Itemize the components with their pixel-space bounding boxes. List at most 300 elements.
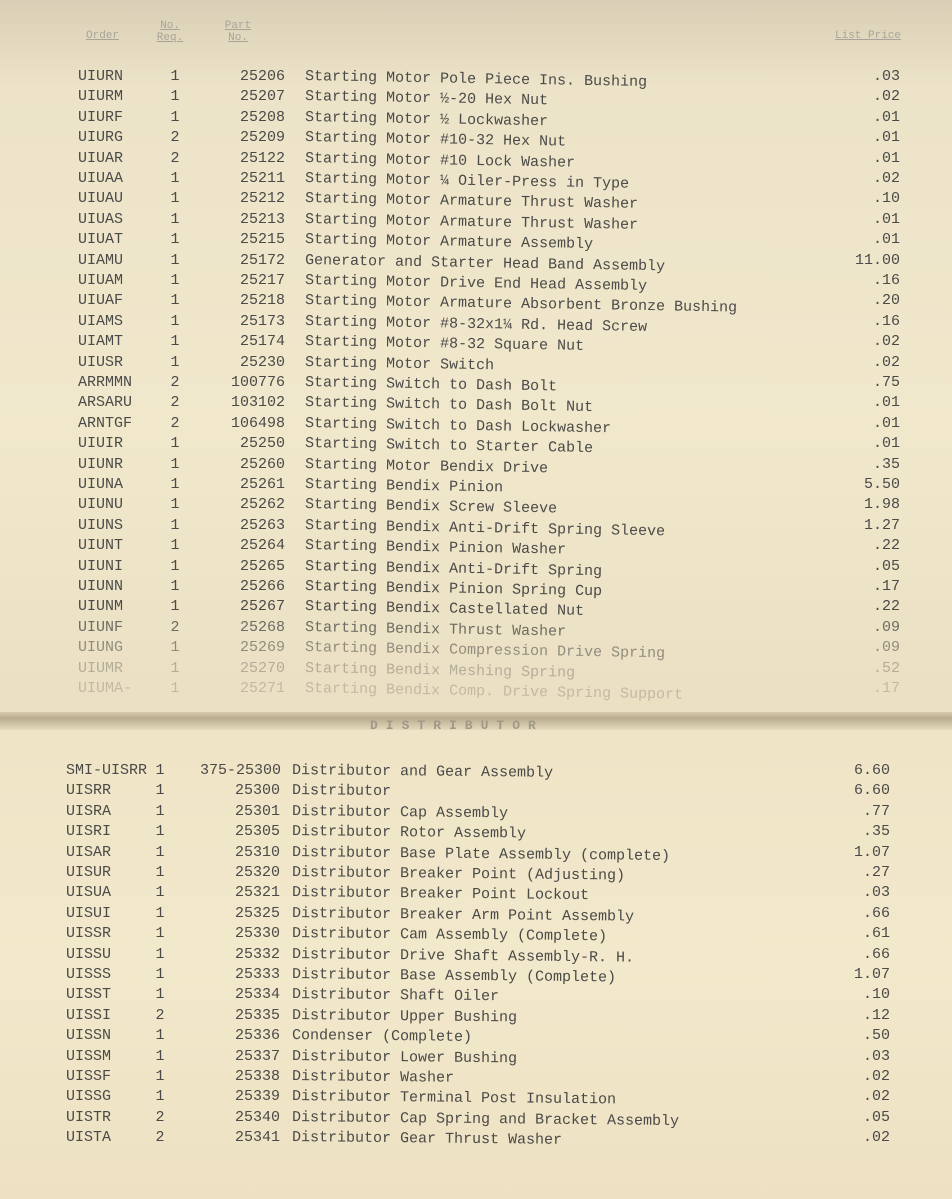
order-number: UIUNR <box>78 455 124 473</box>
list-price: .01 <box>872 129 900 147</box>
parts-row <box>0 619 952 639</box>
list-price: 1.27 <box>863 516 900 534</box>
parts-row <box>0 660 952 680</box>
description: Distributor Gear Thrust Washer <box>291 1129 563 1150</box>
parts-row <box>0 884 952 904</box>
quantity: 2 <box>170 374 180 391</box>
quantity: 1 <box>155 1047 165 1065</box>
parts-row <box>0 1088 952 1108</box>
part-number: 25330 <box>234 925 280 943</box>
parts-row <box>0 823 952 843</box>
part-number: 25218 <box>239 292 285 310</box>
order-number: UIUNS <box>78 516 124 534</box>
order-number: UISSS <box>66 966 112 983</box>
list-price: .02 <box>872 170 900 187</box>
part-number: 25266 <box>239 578 285 595</box>
quantity: 2 <box>155 1108 165 1126</box>
list-price: .66 <box>862 945 890 963</box>
part-number: 25310 <box>234 843 280 861</box>
order-number: UIAMS <box>78 312 124 330</box>
quantity: 1 <box>170 88 180 106</box>
order-number: UISSF <box>66 1068 112 1085</box>
part-number: 25173 <box>239 312 285 330</box>
part-number: 25265 <box>239 557 285 575</box>
description: Distributor <box>291 782 392 801</box>
part-number: 103102 <box>230 394 285 412</box>
quantity: 2 <box>170 149 180 167</box>
quantity: 1 <box>170 435 180 453</box>
part-number: 25260 <box>239 455 285 473</box>
quantity: 1 <box>155 802 165 820</box>
header-part: Part No. <box>224 20 252 44</box>
part-number: 25334 <box>234 986 280 1004</box>
part-number: 25207 <box>239 88 285 106</box>
quantity: 1 <box>155 843 165 861</box>
order-number: UIURF <box>78 108 124 126</box>
description: Starting Motor Armature Absorbent Bronze Bushing <box>304 292 738 317</box>
parts-row <box>0 537 952 557</box>
parts-row <box>0 333 952 356</box>
quantity: 1 <box>155 762 165 779</box>
description: Starting Bendix Anti-Drift Spring Sleeve <box>304 516 666 541</box>
order-number: UISSM <box>66 1047 112 1065</box>
quantity: 1 <box>170 496 180 514</box>
part-number: 25337 <box>234 1047 280 1065</box>
description: Starting Bendix Screw Sleeve <box>304 496 558 518</box>
description: Condenser (Complete) <box>291 1027 473 1047</box>
parts-row <box>0 946 952 966</box>
parts-row <box>0 966 952 986</box>
list-price: .01 <box>872 210 900 228</box>
list-price: .17 <box>872 680 900 697</box>
order-number: UIURM <box>78 88 124 106</box>
list-price: .20 <box>872 292 900 310</box>
order-number: UIUMR <box>78 659 124 677</box>
parts-row <box>0 1048 952 1068</box>
part-number: 25271 <box>239 680 285 697</box>
part-number: 25270 <box>239 659 285 677</box>
parts-row <box>0 986 952 1006</box>
list-price: .27 <box>862 864 890 881</box>
list-price: .02 <box>862 1068 890 1085</box>
description: Starting Switch to Starter Cable <box>304 435 594 458</box>
parts-row <box>0 516 952 541</box>
description: Distributor Lower Bushing <box>291 1047 518 1067</box>
quantity: 1 <box>155 782 165 800</box>
description: Distributor and Gear Assembly <box>291 762 554 782</box>
parts-row <box>0 435 952 458</box>
order-number: UISSN <box>66 1027 112 1045</box>
description: Starting Bendix Pinion Spring Cup <box>304 578 603 601</box>
quantity: 1 <box>155 1027 165 1045</box>
quantity: 1 <box>170 170 180 187</box>
quantity: 2 <box>155 1006 165 1024</box>
list-price: .01 <box>872 231 900 249</box>
list-price: .16 <box>872 272 900 289</box>
list-price: .01 <box>872 435 900 453</box>
parts-row <box>0 456 952 476</box>
quantity: 1 <box>170 292 180 310</box>
parts-row <box>0 129 952 149</box>
parts-row <box>0 292 952 317</box>
quantity: 1 <box>170 516 180 534</box>
part-number: 25269 <box>239 639 285 657</box>
description: Distributor Upper Bushing <box>291 1006 518 1027</box>
part-number: 25122 <box>239 149 285 167</box>
description: Starting Motor #10 Lock Washer <box>304 149 576 172</box>
parts-row <box>0 414 952 438</box>
list-price: .35 <box>872 455 900 473</box>
description: Starting Bendix Anti-Drift Spring <box>304 557 603 580</box>
parts-row <box>0 1068 952 1088</box>
order-number: UIUNU <box>78 496 124 514</box>
order-number: UIUNG <box>78 639 124 657</box>
parts-row <box>0 844 952 864</box>
part-number: 25209 <box>239 129 285 147</box>
quantity: 1 <box>170 598 180 616</box>
list-price: .02 <box>862 1129 890 1147</box>
description: Starting Switch to Dash Bolt <box>304 374 558 396</box>
description: Starting Motor Pole Piece Ins. Bushing <box>304 68 648 91</box>
order-number: UIUAS <box>78 210 124 228</box>
quantity: 2 <box>155 1129 165 1147</box>
order-number: UISUA <box>66 884 112 902</box>
order-number: UIUNM <box>78 598 124 616</box>
parts-row <box>0 598 952 621</box>
parts-row <box>0 558 952 578</box>
list-price: .75 <box>872 374 900 391</box>
quantity: 1 <box>170 210 180 228</box>
quantity: 1 <box>155 966 165 983</box>
part-number: 25217 <box>239 272 285 289</box>
description: Starting Bendix Compression Drive Spring <box>304 639 666 663</box>
description: Distributor Breaker Point Lockout <box>291 884 590 905</box>
quantity: 2 <box>170 129 180 147</box>
description: Starting Bendix Meshing Spring <box>304 659 576 682</box>
part-number: 25335 <box>234 1006 280 1024</box>
description: Starting Motor #8-32x1¼ Rd. Head Screw <box>304 312 648 336</box>
part-number: 25250 <box>239 435 285 453</box>
order-number: UIUNN <box>78 578 124 595</box>
list-price: .22 <box>872 537 900 555</box>
description: Starting Bendix Thrust Washer <box>304 618 567 641</box>
order-number: SMI-UISRR <box>66 762 148 779</box>
description: Distributor Drive Shaft Assembly-R. H. <box>291 945 635 967</box>
order-number: UIUNF <box>78 618 124 636</box>
order-number: UIUNI <box>78 557 124 575</box>
list-price: .05 <box>862 1108 890 1126</box>
list-price: 1.98 <box>863 496 900 514</box>
description: Distributor Breaker Arm Point Assembly <box>291 904 635 926</box>
part-number: 25172 <box>239 251 285 269</box>
description: Starting Motor #10-32 Hex Nut <box>304 129 567 151</box>
order-number: UIUAM <box>78 272 124 289</box>
part-number: 25261 <box>239 476 285 493</box>
part-number: 25230 <box>239 353 285 371</box>
parts-row <box>0 905 952 925</box>
order-number: UIUNT <box>78 537 124 555</box>
parts-row <box>0 210 952 234</box>
order-number: UIUAA <box>78 170 124 187</box>
list-price: .77 <box>862 802 890 820</box>
description: Distributor Terminal Post Insulation <box>291 1088 617 1109</box>
parts-row <box>0 762 952 782</box>
part-number: 25212 <box>239 190 285 208</box>
parts-row <box>0 1027 952 1047</box>
order-number: UIUAF <box>78 292 124 310</box>
list-price: .35 <box>862 823 890 841</box>
description: Distributor Base Plate Assembly (complete) <box>291 843 671 865</box>
quantity: 1 <box>155 884 165 902</box>
order-number: UIUMA- <box>78 680 133 697</box>
order-number: UIUAT <box>78 231 124 249</box>
list-price: .09 <box>872 639 900 657</box>
quantity: 1 <box>155 986 165 1004</box>
parts-row <box>0 150 952 170</box>
quantity: 1 <box>170 108 180 126</box>
list-price: .01 <box>872 108 900 126</box>
order-number: UIAMU <box>78 251 124 269</box>
quantity: 1 <box>155 925 165 943</box>
order-number: UIAMT <box>78 333 124 351</box>
list-price: .03 <box>872 68 900 85</box>
list-price: .12 <box>862 1006 890 1024</box>
list-price: .52 <box>872 659 900 677</box>
part-number: 25262 <box>239 496 285 514</box>
part-number: 25215 <box>239 231 285 249</box>
header-price: List Price <box>835 30 902 42</box>
order-number: UISRR <box>66 782 112 800</box>
list-price: .09 <box>872 618 900 636</box>
quantity: 1 <box>170 455 180 473</box>
part-number: 25263 <box>239 516 285 534</box>
quantity: 1 <box>155 864 165 881</box>
parts-row <box>0 925 952 945</box>
order-number: UISRI <box>66 823 112 841</box>
part-number: 25213 <box>239 210 285 228</box>
header-order: Order <box>86 30 120 42</box>
description: Distributor Shaft Oiler <box>291 986 500 1006</box>
description: Starting Motor Armature Assembly <box>304 231 594 254</box>
list-price: .05 <box>872 557 900 575</box>
description: Distributor Cap Spring and Bracket Assembly <box>291 1108 680 1130</box>
header-qty: No. Req. <box>156 20 184 44</box>
description: Starting Motor Armature Thrust Washer <box>304 190 639 214</box>
description: Starting Motor ¼ Oiler-Press in Type <box>304 170 630 193</box>
order-number: ARRMMN <box>78 374 133 391</box>
description: Distributor Cam Assembly (Complete) <box>291 925 608 946</box>
quantity: 2 <box>170 394 180 412</box>
part-number: 25341 <box>234 1129 280 1147</box>
parts-row <box>0 476 952 496</box>
list-price: 1.07 <box>853 843 890 861</box>
quantity: 2 <box>170 414 180 432</box>
part-number: 25321 <box>234 884 280 902</box>
quantity: 1 <box>170 251 180 269</box>
parts-row <box>0 782 952 802</box>
parts-row <box>0 394 952 417</box>
quantity: 1 <box>170 68 180 85</box>
parts-row <box>0 170 952 193</box>
list-price: .03 <box>862 884 890 902</box>
part-number: 25208 <box>239 108 285 126</box>
order-number: UISTA <box>66 1129 112 1147</box>
part-number: 100776 <box>230 374 285 391</box>
quantity: 1 <box>155 945 165 963</box>
list-price: .66 <box>862 904 890 922</box>
part-number: 25211 <box>239 170 285 187</box>
order-number: UIUSR <box>78 353 124 371</box>
part-number: 25320 <box>234 864 280 881</box>
quantity: 2 <box>170 618 180 636</box>
order-number: UISSU <box>66 945 112 963</box>
order-number: UIURG <box>78 129 124 147</box>
part-number: 25325 <box>234 904 280 922</box>
list-price: 5.50 <box>863 476 900 493</box>
order-number: UIUAR <box>78 149 124 167</box>
order-number: UIUAU <box>78 190 124 208</box>
list-price: 6.60 <box>853 762 890 779</box>
quantity: 1 <box>170 312 180 330</box>
part-number: 25174 <box>239 333 285 351</box>
parts-row <box>0 496 952 516</box>
list-price: .10 <box>872 190 900 208</box>
parts-row <box>0 639 952 663</box>
list-price: .02 <box>872 88 900 106</box>
part-number: 25268 <box>239 618 285 636</box>
parts-row <box>0 578 952 601</box>
part-number: 25305 <box>234 823 280 841</box>
quantity: 1 <box>170 190 180 208</box>
list-price: .01 <box>872 414 900 432</box>
quantity: 1 <box>170 659 180 677</box>
order-number: UISAR <box>66 843 112 861</box>
quantity: 1 <box>170 353 180 371</box>
part-number: 375-25300 <box>200 762 282 779</box>
part-number: 25267 <box>239 598 285 616</box>
parts-row <box>0 312 952 336</box>
quantity: 1 <box>155 1088 165 1106</box>
part-number: 25336 <box>234 1027 280 1045</box>
description: Starting Bendix Pinion Washer <box>304 537 567 559</box>
description: Starting Motor Bendix Drive <box>304 455 549 477</box>
part-number: 25340 <box>234 1108 280 1126</box>
description: Starting Bendix Pinion <box>304 476 504 497</box>
order-number: UISRA <box>66 802 112 820</box>
part-number: 25339 <box>234 1088 280 1106</box>
parts-row <box>0 803 952 823</box>
description: Starting Motor Armature Thrust Washer <box>304 210 639 234</box>
list-price: .03 <box>862 1047 890 1065</box>
order-number: UISUR <box>66 864 112 881</box>
list-price: 1.07 <box>853 966 890 983</box>
quantity: 1 <box>155 904 165 922</box>
description: Starting Switch to Dash Bolt Nut <box>304 394 594 417</box>
quantity: 1 <box>170 639 180 657</box>
order-number: UISSR <box>66 925 112 943</box>
quantity: 1 <box>170 231 180 249</box>
list-price: 6.60 <box>853 782 890 800</box>
quantity: 1 <box>170 333 180 351</box>
description: Starting Motor Switch <box>304 353 495 374</box>
part-number: 25300 <box>234 782 280 800</box>
parts-row <box>0 68 952 91</box>
description: Starting Motor #8-32 Square Nut <box>304 333 585 356</box>
parts-row <box>0 1007 952 1027</box>
description: Distributor Breaker Point (Adjusting) <box>291 864 626 885</box>
order-number: UISUI <box>66 904 112 922</box>
description: Starting Motor ½ Lockwasher <box>304 108 549 131</box>
part-number: 25264 <box>239 537 285 555</box>
parts-row <box>0 680 952 704</box>
list-price: .02 <box>862 1088 890 1106</box>
description: Starting Bendix Castellated Nut <box>304 598 585 621</box>
parts-row <box>0 1109 952 1129</box>
part-number: 25338 <box>234 1068 280 1085</box>
quantity: 1 <box>170 680 180 697</box>
quantity: 1 <box>170 272 180 289</box>
order-number: ARNTGF <box>78 414 133 432</box>
quantity: 1 <box>170 537 180 555</box>
description: Starting Motor Drive End Head Assembly <box>304 272 648 295</box>
description: Distributor Rotor Assembly <box>291 823 527 843</box>
list-price: .50 <box>862 1027 890 1045</box>
parts-row <box>0 864 952 884</box>
part-number: 25332 <box>234 945 280 963</box>
order-number: UISSI <box>66 1006 112 1024</box>
part-number: 106498 <box>230 414 285 432</box>
order-number: UIUNA <box>78 476 124 493</box>
description: Starting Bendix Comp. Drive Spring Support <box>304 680 684 704</box>
quantity: 1 <box>155 1068 165 1085</box>
parts-row <box>0 231 952 254</box>
description: Starting Switch to Dash Lockwasher <box>304 414 612 438</box>
order-number: ARSARU <box>78 394 133 412</box>
list-price: .10 <box>862 986 890 1004</box>
parts-row <box>0 1129 952 1149</box>
order-number: UIURN <box>78 68 124 85</box>
description: Generator and Starter Head Band Assembly <box>304 251 666 275</box>
parts-row <box>0 354 952 374</box>
list-price: .22 <box>872 598 900 616</box>
list-price: .02 <box>872 353 900 371</box>
list-price: .02 <box>872 333 900 351</box>
parts-row <box>0 374 952 394</box>
description: Distributor Cap Assembly <box>291 802 509 823</box>
list-price: .16 <box>872 312 900 330</box>
parts-row <box>0 88 952 108</box>
quantity: 1 <box>170 476 180 493</box>
list-price: 11.00 <box>854 251 900 269</box>
quantity: 1 <box>155 823 165 841</box>
order-number: UISST <box>66 986 112 1004</box>
parts-row <box>0 190 952 214</box>
description: Starting Motor ½-20 Hex Nut <box>304 88 549 110</box>
part-number: 25333 <box>234 966 280 983</box>
parts-row <box>0 251 952 275</box>
parts-row <box>0 109 952 129</box>
list-price: .01 <box>872 394 900 412</box>
order-number: UISTR <box>66 1108 112 1126</box>
list-price: .01 <box>872 149 900 167</box>
part-number: 25206 <box>239 68 285 85</box>
description: Distributor Washer <box>291 1068 455 1087</box>
description: Distributor Base Assembly (Complete) <box>291 966 617 987</box>
list-price: .17 <box>872 578 900 595</box>
quantity: 1 <box>170 557 180 575</box>
section-title-distributor: DISTRIBUTOR <box>370 718 544 733</box>
part-number: 25301 <box>234 802 280 820</box>
